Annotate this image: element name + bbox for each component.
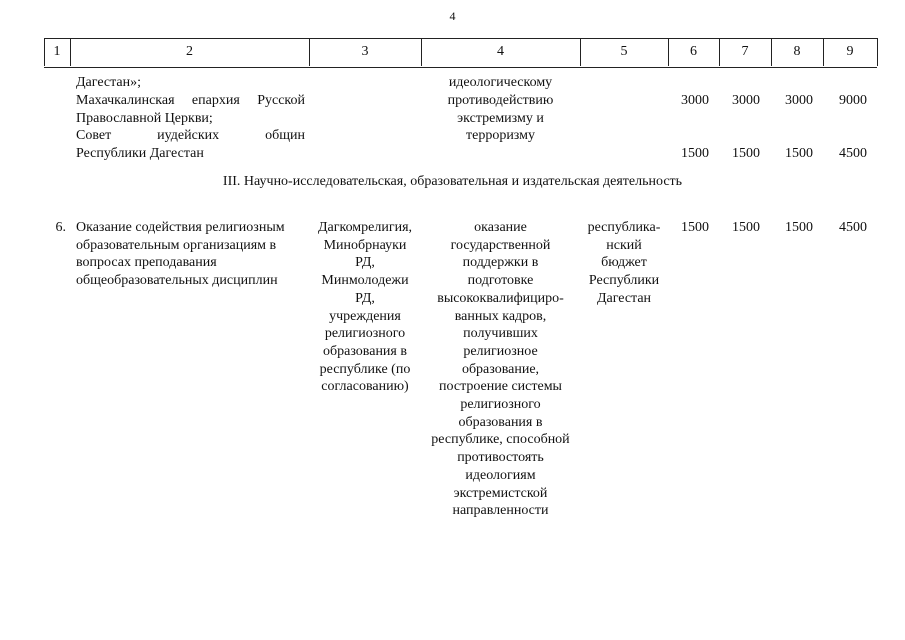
prev-row-goal: идеологическому xyxy=(448,75,553,90)
row6-result-line: поддержки в xyxy=(462,255,539,271)
row6-funding-line: Дагестан xyxy=(596,290,652,306)
row6-funding-line: бюджет xyxy=(601,255,647,271)
prev-row-goal: экстремизму и xyxy=(457,111,544,126)
row6-executors-line: РД, xyxy=(355,255,375,271)
header-col-2: 2 xyxy=(186,44,193,59)
value-cell: 1500 xyxy=(785,146,813,161)
row6-executors-line: образования в xyxy=(323,343,407,359)
header-col-4: 4 xyxy=(497,44,504,59)
row6-result-line: государственной xyxy=(450,237,551,253)
row6-result-line: получивших xyxy=(463,326,538,342)
row6-result-line: подготовке xyxy=(467,273,534,289)
prev-row-goal: терроризму xyxy=(465,128,535,143)
header-col-8: 8 xyxy=(793,44,801,59)
row6-executors-line: согласованию) xyxy=(321,379,409,395)
row6-result-line: идеологиям xyxy=(465,467,536,483)
row6-result-line: направленности xyxy=(452,503,549,519)
row6-funding-line: республика- xyxy=(587,220,661,235)
header-col-9: 9 xyxy=(846,44,854,59)
row6-executors-line: учреждения xyxy=(329,308,401,324)
prev-row-goal: противодействию xyxy=(447,93,554,108)
value-cell: 4500 xyxy=(839,146,867,161)
row6-result-line: противостоять xyxy=(457,450,544,466)
header-col-3: 3 xyxy=(361,44,369,59)
header-col-6: 6 xyxy=(690,44,697,59)
row6-result-line: образования в xyxy=(458,414,543,430)
value-cell: 1500 xyxy=(732,220,760,235)
value-cell: 4500 xyxy=(839,220,867,235)
value-cell: 1500 xyxy=(681,220,709,235)
value-cell: 3000 xyxy=(681,93,709,108)
prev-row-text: Дагестан»; xyxy=(76,75,141,90)
value-cell: 3000 xyxy=(732,93,760,108)
value-cell: 1500 xyxy=(681,146,709,161)
prev-row-text: Республики Дагестан xyxy=(76,146,204,161)
value-cell: 1500 xyxy=(732,146,760,161)
row6-result-line: оказание xyxy=(474,220,527,235)
row6-executors-line: Дагкомрелигия, xyxy=(317,220,413,235)
value-cell: 9000 xyxy=(839,93,867,108)
row6-result-line: ванных кадров, xyxy=(454,308,547,324)
row6-result-line: построение системы xyxy=(439,379,562,395)
divider xyxy=(877,38,878,66)
row6-activity-line: Оказание содействия религиозным xyxy=(76,220,285,235)
header-col-1: 1 xyxy=(53,44,61,59)
row6-executors-line: религиозного xyxy=(324,326,406,342)
row6-funding-line: Республики xyxy=(588,273,660,289)
prev-row-text: Православной Церкви; xyxy=(76,111,213,126)
row6-result-line: республике, способной xyxy=(431,432,570,448)
row6-result-line: экстремистской xyxy=(453,485,548,501)
row6-executors-line: республике (по xyxy=(319,361,411,377)
row6-result-line: религиозное xyxy=(463,343,538,359)
row6-funding-line: нский xyxy=(606,237,642,253)
row6-result-line: образование, xyxy=(461,361,540,377)
row6-executors-line: Минобрнауки xyxy=(323,237,407,253)
prev-row-text: Махачкалинская епархия Русской xyxy=(76,93,305,108)
header-col-7: 7 xyxy=(741,44,749,59)
row6-activity-line: образовательным организациям в xyxy=(76,237,277,253)
page-number: 4 xyxy=(449,9,456,23)
row6-result xyxy=(421,219,580,520)
row6-executors-line: РД, xyxy=(355,290,375,306)
section-title: III. Научно-исследовательская, образовательная и издательская деятельность xyxy=(222,174,683,189)
row6-funding xyxy=(580,219,668,308)
value-cell: 1500 xyxy=(785,220,813,235)
value-cell: 3000 xyxy=(785,93,813,108)
header-col-5: 5 xyxy=(620,44,628,59)
row6-result-line: высококвалифициро- xyxy=(437,290,564,306)
row6-executors xyxy=(309,219,421,396)
row6-result-line: религиозного xyxy=(460,397,541,413)
row6-activity-line: общеобразовательных дисциплин xyxy=(76,273,278,289)
row6-executors-line: Минмолодежи xyxy=(321,273,409,289)
row-number: 6. xyxy=(55,220,66,235)
prev-row-text: Совет иудейских общин xyxy=(76,128,305,143)
row6-activity xyxy=(76,219,308,290)
row6-activity-line: вопросах преподавания xyxy=(76,255,217,271)
